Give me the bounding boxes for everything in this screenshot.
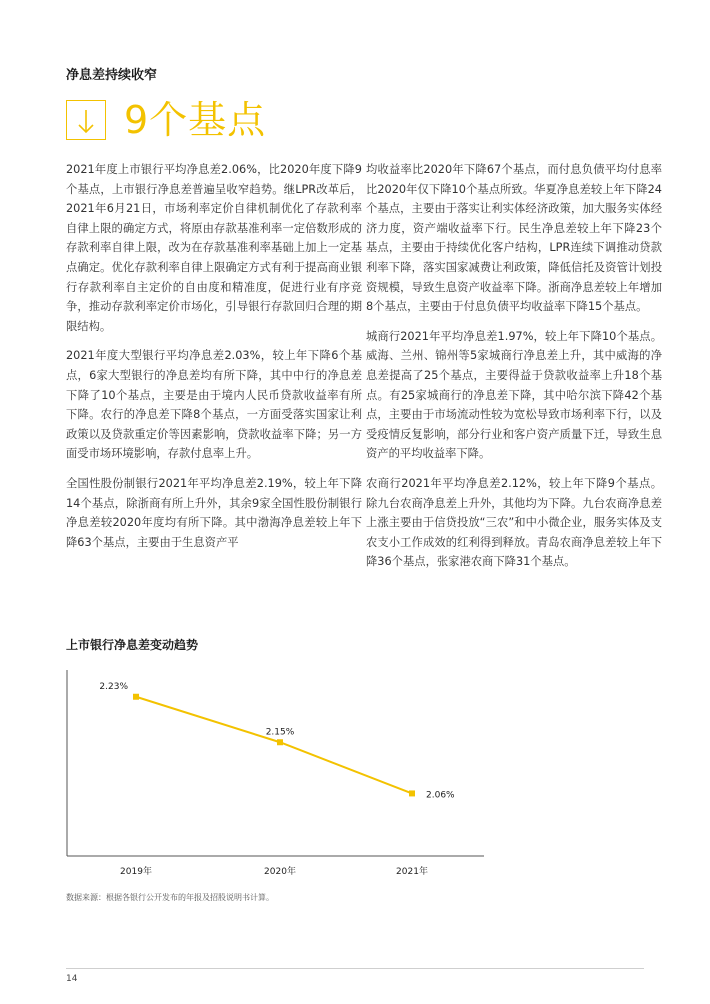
data-point xyxy=(277,739,283,745)
page-number: 14 xyxy=(66,974,78,984)
text-column-right xyxy=(366,160,662,582)
paragraph: 均收益率比2020年下降67个基点，而付息负债平均付息率比2020年仅下降10个基点所致。华夏净息差较上年下降24个基点，主要由于落实让利实体经济政策，加大服务实体经济力度，资产端收益率下行。民生净息差较上年下降23个基点，主要由于持续优化客户结构，LPR连续下调推动贷款利率下降，落实国家减费让利政策，降低信托及资管计划投资规模，导致生息资产收益率下降。浙商净息差较上年增加8个基点，主要由于付息负债平均收益率下降15个基点。 xyxy=(366,163,662,314)
highlight-value: 9个基点 xyxy=(124,98,267,142)
section-title: 净息差持续收窄 xyxy=(66,68,158,83)
line-chart xyxy=(66,670,486,890)
x-tick-label: 2020年 xyxy=(264,867,296,877)
paragraph: 2021年度大型银行平均净息差2.03%，较上年下降6个基点，6家大型银行的净息差均有所下降，其中中行的净息差下降了10个基点，主要是由于境内人民币贷款收益率有所下降。农行的净息差下降8个基点，一方面受落实国家让利政策以及贷款重定价等因素影响，贷款收益率下降；另一方面受市场环境影响，存款付息率上升。 xyxy=(66,349,362,461)
paragraph: 农商行2021年平均净息差2.12%，较上年下降9个基点。除九台农商净息差上升外，其他均为下降。九台农商净息差上涨主要由于信贷投放“三农”和中小微企业，服务实体及支农支小工作成效的红利得到释放。青岛农商净息差较上年下降36个基点，张家港农商下降31个基点。 xyxy=(366,476,662,569)
x-tick-label: 2019年 xyxy=(120,867,152,877)
text-column-left xyxy=(66,160,362,562)
data-label: 2.15% xyxy=(265,727,295,738)
source-note: 数据来源：根据各银行公开发布的年报及招股说明书计算。 xyxy=(66,893,274,902)
paragraph: 全国性股份制银行2021年平均净息差2.19%，较上年下降14个基点，除浙商有所上升外，其余9家全国性股份制银行净息差较2020年度均有所下降。其中渤海净息差较上年下降63个基点，主要由于生息资产平 xyxy=(66,476,362,549)
data-label: 2.06% xyxy=(426,790,455,801)
data-label: 2.23% xyxy=(99,681,128,692)
highlight-box xyxy=(66,100,106,140)
data-point xyxy=(409,790,415,796)
x-tick-label: 2021年 xyxy=(396,867,428,877)
chart-title: 上市银行净息差变动趋势 xyxy=(66,638,199,652)
paragraph: 2021年度上市银行平均净息差2.06%，比2020年度下降9个基点，上市银行净息差普遍呈收窄趋势。继LPR改革后，2021年6月21日，市场利率定价自律机制优化了存款利率自律上限的确定方式，将原由存款基准利率一定倍数形成的存款利率自律上限，改为在存款基准利率基础上加上一定基点确定。优化存款利率自律上限确定方式有利于提高商业银行存款利率自主定价的自由度和精准度，促进行业有序竞争，推动存款利率定价市场化，引导银行存款回归合理的期限结构。 xyxy=(66,163,362,333)
paragraph: 城商行2021年平均净息差1.97%，较上年下降10个基点。威海、兰州、锦州等5家城商行净息差上升，其中威海的净息差提高了25个基点，主要得益于贷款收益率上升18个基点。有25家城商行的净息差下降，其中哈尔滨下降42个基点，主要由于市场流动性较为宽松导致市场利率下行，以及受疫情反复影响，部分行业和客户资产质量下迁，导致生息资产的平均收益率下降。 xyxy=(366,329,662,461)
footer-divider xyxy=(66,968,644,969)
arrow-down-icon xyxy=(67,101,107,141)
data-point xyxy=(133,694,139,700)
series-line xyxy=(136,697,412,794)
